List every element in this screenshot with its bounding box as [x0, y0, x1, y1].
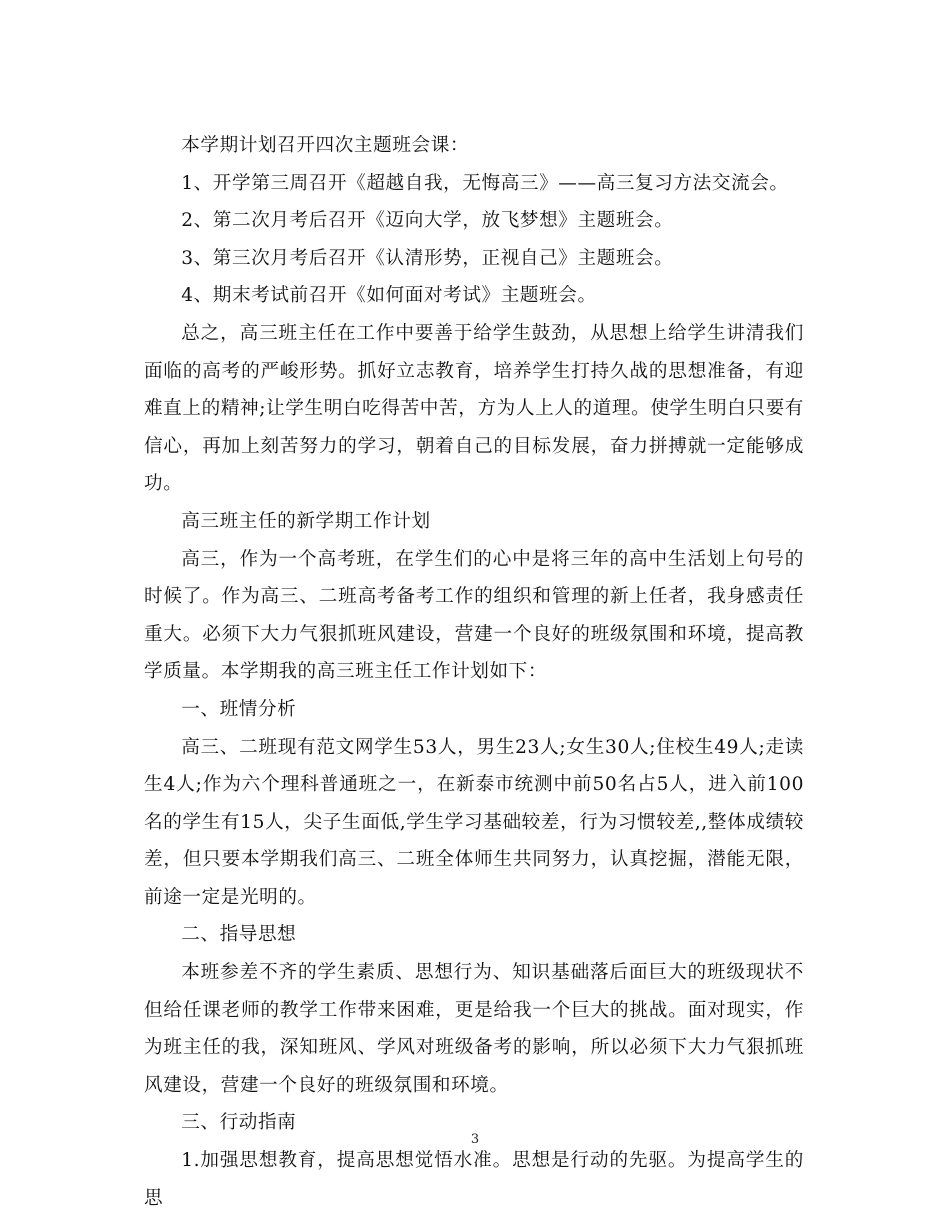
paragraph-action-1: 1.加强思想教育，提高思想觉悟水准。思想是行动的先驱。为提高学生的思 — [144, 1150, 804, 1209]
paragraph-guiding-thought: 本班参差不齐的学生素质、思想行为、知识基础落后面巨大的班级现状不但给任课老师的教学工作带来困难，更是给我一个巨大的挑战。面对现实，作为班主任的我，深知班风、学风对班级备考的影响，所以必须下大力气狠抓班风建设，营建一个良好的班级氛围和环境。 — [144, 962, 804, 1096]
paragraph-class-analysis: 高三、二班现有范文网学生53人，男生23人;女生30人;住校生49人;走读生4人;作为六个理科普通班之一，在新泰市统测中前50名占5人，进入前100名的学生有15人，尖子生面低,学生学习基础较差，行为习惯较差,,整体成绩较差，但只要本学期我们高三、二班全体师生共同努力，认真挖掘，潜能无限，前途一定是光明的。 — [144, 736, 804, 908]
section-title-new-plan: 高三班主任的新学期工作计划 — [181, 510, 431, 532]
paragraph-meeting-1: 1、开学第三周召开《超越自我，无悔高三》——高三复习方法交流会。 — [181, 172, 789, 194]
paragraph-plan-intro: 高三，作为一个高考班，在学生们的心中是将三年的高中生活划上句号的时候了。作为高三、二班高考备考工作的组织和管理的新上任者，我身感责任重大。必须下大力气狠抓班风建设，营建一个良好的班级氛围和环境，提高教学质量。本学期我的高三班主任工作计划如下： — [144, 548, 804, 683]
heading-class-analysis: 一、班情分析 — [181, 698, 297, 720]
paragraph-meeting-plan-intro: 本学期计划召开四次主题班会课： — [181, 135, 470, 156]
paragraph-meeting-2: 2、第二次月考后召开《迈向大学，放飞梦想》主题班会。 — [181, 210, 674, 232]
paragraph-meeting-3: 3、第三次月考后召开《认清形势，正视自己》主题班会。 — [181, 247, 674, 269]
heading-guiding-thought: 二、指导思想 — [181, 924, 297, 946]
heading-action-guide: 三、行动指南 — [181, 1112, 297, 1134]
page-number: 3 — [470, 1132, 480, 1147]
document-body — [144, 127, 804, 1217]
paragraph-summary: 总之，高三班主任在工作中要善于给学生鼓劲，从思想上给学生讲清我们面临的高考的严峻形势。抓好立志教育，培养学生打持久战的思想准备，有迎难直上的精神;让学生明白吃得苦中苦，方为人上人的道理。使学生明白只要有信心，再加上刻苦努力的学习，朝着自己的目标发展，奋力拼搏就一定能够成功。 — [144, 322, 804, 495]
paragraph-meeting-4: 4、期末考试前召开《如何面对考试》主题班会。 — [181, 285, 597, 307]
